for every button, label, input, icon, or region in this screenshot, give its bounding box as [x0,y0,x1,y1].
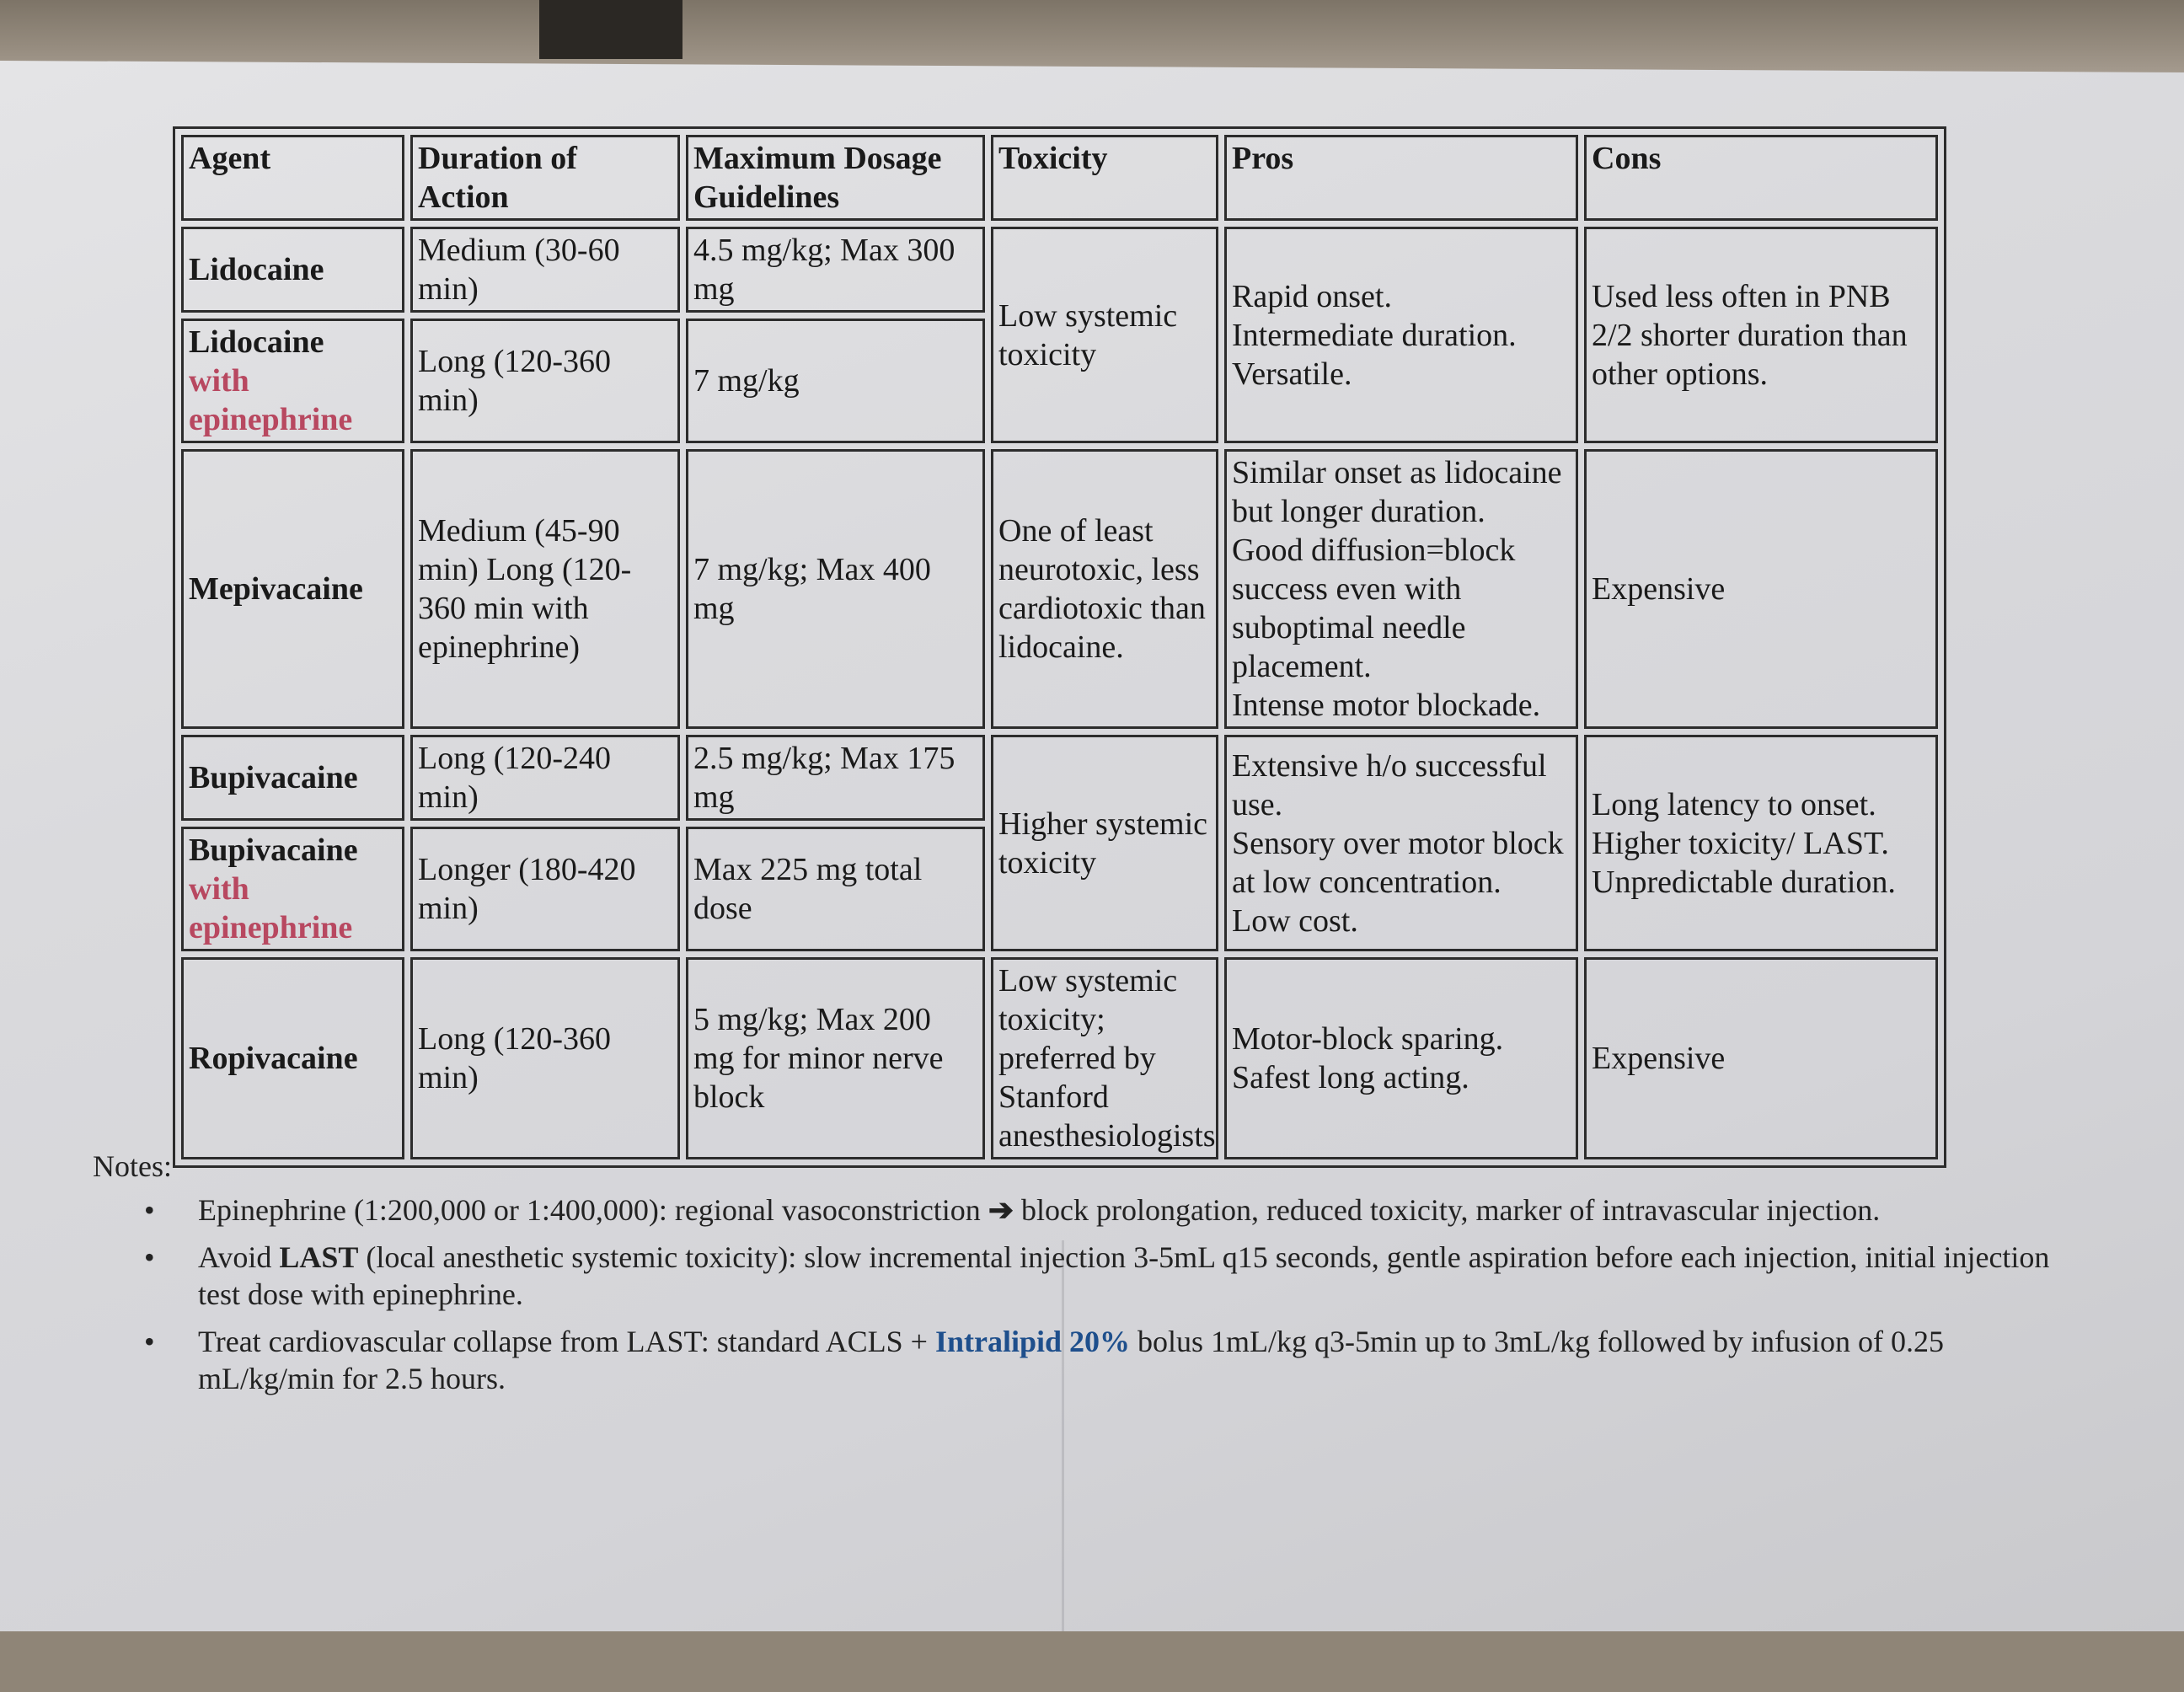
cons-line: Unpredictable duration. [1592,864,1896,900]
dosage-cell: Max 225 mg total dose [686,827,985,951]
agent-name: Lidocaine [189,252,324,287]
pros-line: Extensive h/o successful use. [1232,747,1547,822]
agent-name: Mepivacaine [189,571,363,607]
note-text: Avoid [198,1240,280,1274]
duration-cell: Long (120-360 min) [410,957,680,1159]
header-duration: Duration of Action [410,135,680,221]
epinephrine-label: with epinephrine [189,871,353,945]
notes-list [93,1191,2081,1397]
bullet-icon: • [144,1193,155,1227]
notes-title: Notes: [93,1149,172,1183]
pros-line: Good diffusion=block success even with suboptimal needle placement. [1232,533,1516,684]
agent-name: Lidocaine [189,324,324,360]
note-text: Epinephrine (1:200,000 or 1:400,000): regional vasoconstriction [198,1193,988,1227]
pros-line: Low cost. [1232,902,1358,939]
cons-cell: Expensive [1584,449,1938,729]
pros-cell [1224,957,1578,1159]
pros-cell [1224,227,1578,443]
cons-line: Higher toxicity/ LAST. [1592,825,1889,861]
pros-line: Sensory over motor block at low concentration. [1232,825,1564,900]
pros-line: Intense motor blockade. [1232,688,1541,723]
agent-cell [181,735,404,821]
pros-line: Intermediate duration. [1232,317,1517,353]
note-text: Treat cardiovascular collapse from LAST: standard ACLS + [198,1325,935,1358]
dosage-cell: 4.5 mg/kg; Max 300 mg [686,227,985,313]
dark-object [539,0,682,59]
notes-section [93,1148,2081,1407]
agent-name: Bupivacaine [189,833,358,868]
duration-cell: Medium (45-90 min) Long (120-360 min with epinephrine) [410,449,680,729]
anesthetic-agents-table [173,126,1946,1168]
header-agent: Agent [181,135,404,221]
header-pros: Pros [1224,135,1578,221]
agent-cell [181,449,404,729]
note-item-epinephrine [144,1191,2081,1229]
pros-line: Motor-block sparing. [1232,1021,1504,1057]
duration-cell: Long (120-240 min) [410,735,680,821]
agent-cell [181,227,404,313]
cons-cell: Expensive [1584,957,1938,1159]
table-row-ropivacaine [181,957,1938,1159]
bullet-icon: • [144,1325,155,1358]
dosage-cell: 7 mg/kg [686,319,985,443]
toxicity-cell: One of least neurotoxic, less cardiotoxic than lidocaine. [991,449,1218,729]
table-row-mepivacaine [181,449,1938,729]
cons-cell [1584,735,1938,951]
epinephrine-label: with epinephrine [189,363,353,437]
toxicity-cell: Low systemic toxicity; preferred by Stanford anesthesiologists [991,957,1218,1159]
duration-cell: Long (120-360 min) [410,319,680,443]
intralipid-highlight: Intralipid 20% [935,1325,1131,1358]
agent-name: Bupivacaine [189,760,358,795]
header-toxicity: Toxicity [991,135,1218,221]
pros-line: Rapid onset. [1232,278,1392,314]
cons-line: Long latency to onset. [1592,786,1876,822]
pros-line: Similar onset as lidocaine but longer duration. [1232,455,1562,529]
note-item-avoid-last [144,1239,2081,1313]
note-item-treat-last [144,1323,2081,1397]
agent-cell [181,319,404,443]
duration-cell: Longer (180-420 min) [410,827,680,951]
toxicity-cell: Higher systemic toxicity [991,735,1218,951]
note-bold-term: LAST [279,1240,359,1274]
toxicity-cell: Low systemic toxicity [991,227,1218,443]
arrow-icon: ➔ [988,1193,1014,1227]
dosage-cell: 2.5 mg/kg; Max 175 mg [686,735,985,821]
note-text: block prolongation, reduced toxicity, marker of intravascular injection. [1013,1193,1881,1227]
pros-line: Versatile. [1232,356,1352,392]
dosage-cell: 7 mg/kg; Max 400 mg [686,449,985,729]
agent-cell [181,827,404,951]
header-dosage: Maximum Dosage Guidelines [686,135,985,221]
header-cons: Cons [1584,135,1938,221]
note-text: (local anesthetic systemic toxicity): slow incremental injection 3-5mL q15 seconds, gentle aspiration before each injection, initial injection test dose with epinephrine. [198,1240,2050,1311]
agent-name: Ropivacaine [189,1041,358,1076]
agent-cell [181,957,404,1159]
table-row-bupivacaine [181,735,1938,821]
pros-cell [1224,735,1578,951]
bullet-icon: • [144,1240,155,1274]
table-row-lidocaine [181,227,1938,313]
dosage-cell: 5 mg/kg; Max 200 mg for minor nerve block [686,957,985,1159]
pros-cell [1224,449,1578,729]
cons-cell: Used less often in PNB 2/2 shorter duration than other options. [1584,227,1938,443]
table-header-row [181,135,1938,221]
note-text: bolus 1mL/kg q3-5min up to 3mL/kg followed by infusion of 0.25 mL/kg/min for 2.5 hours. [198,1325,1944,1395]
duration-cell: Medium (30-60 min) [410,227,680,313]
pros-line: Safest long acting. [1232,1060,1469,1095]
